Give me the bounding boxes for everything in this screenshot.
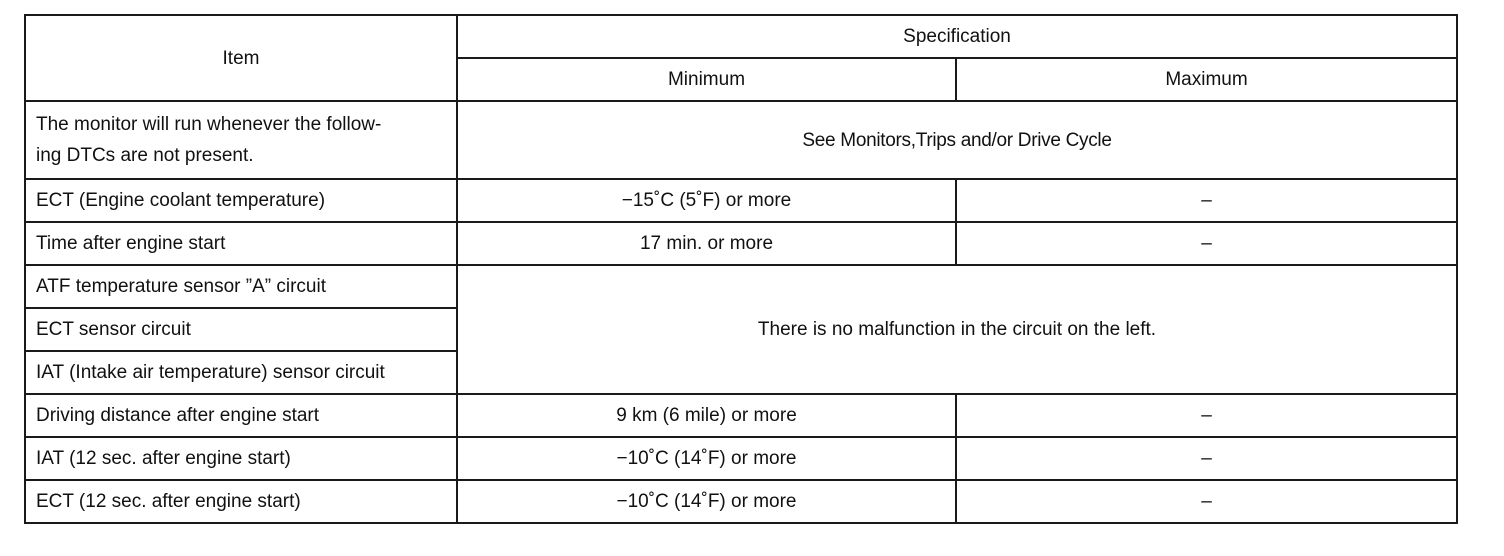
- table-row: [25, 480, 1457, 523]
- row-item: Time after engine start: [25, 222, 457, 265]
- row-min: −10˚C (14˚F) or more: [457, 437, 956, 480]
- maximum-header: Maximum: [956, 58, 1457, 101]
- row-spec: See Monitors,Trips and/or Drive Cycle: [457, 101, 1457, 179]
- row-max: –: [956, 437, 1457, 480]
- table-row: [25, 437, 1457, 480]
- row-spec: There is no malfunction in the circuit on the left.: [457, 265, 1457, 394]
- row-min: −15˚C (5˚F) or more: [457, 179, 956, 222]
- item-header: Item: [25, 15, 457, 101]
- row-item: ECT sensor circuit: [25, 308, 457, 351]
- row-max: –: [956, 222, 1457, 265]
- row-item-line: ing DTCs are not present.: [36, 145, 254, 166]
- row-item-line: The monitor will run whenever the follow-: [36, 114, 382, 135]
- row-item: Driving distance after engine start: [25, 394, 457, 437]
- row-min: −10˚C (14˚F) or more: [457, 480, 956, 523]
- row-min: 9 km (6 mile) or more: [457, 394, 956, 437]
- specification-table: [24, 14, 1458, 524]
- row-item: ECT (Engine coolant temperature): [25, 179, 457, 222]
- row-item: ECT (12 sec. after engine start): [25, 480, 457, 523]
- table-row: [25, 265, 1457, 308]
- row-item: IAT (12 sec. after engine start): [25, 437, 457, 480]
- header-row: [25, 15, 1457, 58]
- row-max: –: [956, 394, 1457, 437]
- minimum-header: Minimum: [457, 58, 956, 101]
- table-row: [25, 179, 1457, 222]
- row-max: –: [956, 480, 1457, 523]
- table-row: [25, 222, 1457, 265]
- table-row: [25, 394, 1457, 437]
- row-item: ATF temperature sensor ”A” circuit: [25, 265, 457, 308]
- row-max: –: [956, 179, 1457, 222]
- table-row: [25, 101, 1457, 179]
- row-item: IAT (Intake air temperature) sensor circuit: [25, 351, 457, 394]
- specification-header: Specification: [457, 15, 1457, 58]
- row-min: 17 min. or more: [457, 222, 956, 265]
- row-item: [25, 101, 457, 179]
